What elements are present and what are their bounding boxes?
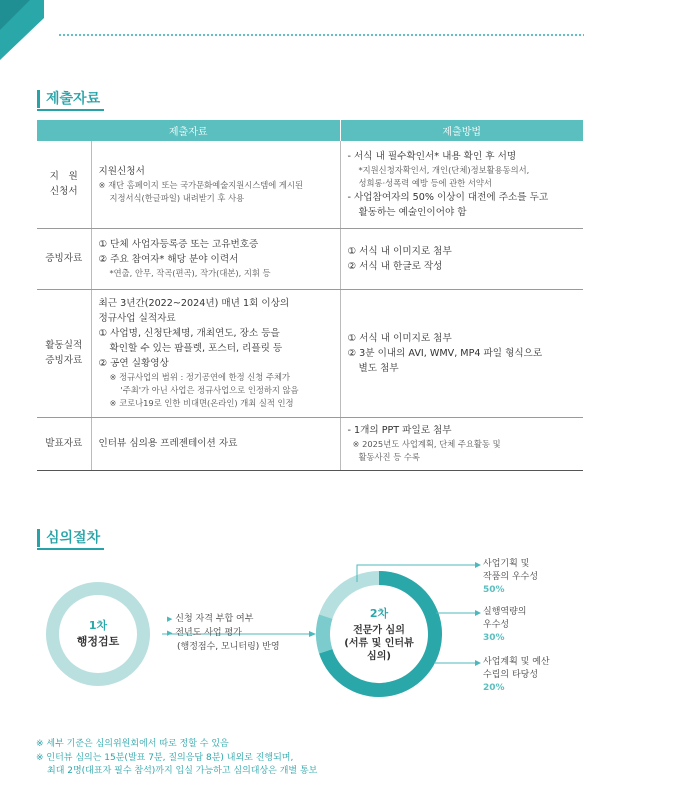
table-row [37,141,583,228]
stage1-inner-circle [59,595,137,673]
header-materials: 제출자료 [37,120,340,141]
table-row [37,417,583,470]
review-process-diagram [0,540,676,720]
stage2-name-line: (서류 및 인터뷰 [344,638,414,649]
stage2-name-line: 심의) [367,651,391,662]
table-row [37,289,583,417]
dotted-divider [58,33,584,37]
section-title-review: 심의절차 [37,529,100,547]
stage1-checklist [167,612,280,654]
header-method: 제출방법 [340,120,583,141]
row-material: 지원신청서 ※ 재단 홈페이지 또는 국가문화예술지원시스템에 게시된 지정서식(한글파일) 내려받기 후 사용 [91,141,340,228]
corner-decoration [0,0,44,64]
list-item: (행정점수, 모니터링) 반영 [177,642,280,652]
criterion-3: 사업계획 및 예산 수립의 타당성 20% [483,657,550,693]
row-method: ① 서식 내 이미지로 첨부 ② 서식 내 한글로 작성 [340,228,583,289]
list-item: ▶ 전년도 사업 평가 [167,628,242,638]
stage1-number: 1차 [88,619,108,632]
row-material: 인터뷰 심의용 프레젠테이션 자료 [91,417,340,470]
row-material: 최근 3년간(2022~2024년) 매년 1회 이상의 정규사업 실적자료 ① 사업명, 신청단체명, 개최연도, 장소 등을 확인할 수 있는 팜플렛, 포스터, 리플릿 등 ② 공연 실황영상 ※ 정규사업의 범위 : 정기공연에 한정 신청 주체가 '주최'가 아닌 사업은 정규사업으로 인정하지 않음 ※ 코로나19로 인한 비대면(온라인) 개최 실적 인정 [91,289,340,417]
row-method: - 서식 내 필수확인서* 내용 확인 후 서명 *지원신청자확인서, 개인(단체)정보활용동의서, 성희롱·성폭력 예방 등에 관한 서약서 - 사업참여자의 50% 이상이 대전에 주소를 두고 활동하는 예술인이어야 함 [340,141,583,228]
row-category: 활동실적 증빙자료 [37,289,91,417]
triangle-bullet-icon: ▶ [167,615,173,623]
row-category: 증빙자료 [37,228,91,289]
row-category: 지 원 신청서 [37,141,91,228]
criterion-2: 실행역량의 우수성 30% [483,607,527,643]
row-material: ① 단체 사업자등록증 또는 고유번호증 ② 주요 참여자* 해당 분야 이력서 *연출, 안무, 작곡(편곡), 작가(대본), 지휘 등 [91,228,340,289]
row-method: - 1개의 PPT 파일로 첨부 ※ 2025년도 사업계획, 단체 주요활동 및 활동사진 등 수록 [340,417,583,470]
submission-table [37,120,583,471]
stage1-name: 행정검토 [76,635,120,648]
row-category: 발표자료 [37,417,91,470]
stage2-ring-segment-20 [323,617,326,652]
triangle-bullet-icon: ▶ [167,629,173,637]
table-row [37,228,583,289]
table-header-row [37,120,583,141]
row-method: ① 서식 내 이미지로 첨부 ② 3분 이내의 AVI, WMV, MP4 파일 형식으로 별도 첨부 [340,289,583,417]
list-item: ▶ 신청 자격 부합 여부 [167,614,254,624]
stage2-number: 2차 [369,607,389,620]
stage2-name-line: 전문가 심의 [353,625,405,636]
footnotes: ※ 세부 기준은 심의위원회에서 따로 정할 수 있음 ※ 인터뷰 심의는 15분(발표 7분, 질의응답 8분) 내외로 진행되며, 최대 2명(대표자 필수 참석)까지 입실 가능하고 심의대상은 개별 통보 [36,739,318,776]
arrow-head [309,631,316,637]
criterion-1: 사업기획 및 작품의 우수성 50% [483,559,539,595]
section-title-submission: 제출자료 [37,90,100,108]
